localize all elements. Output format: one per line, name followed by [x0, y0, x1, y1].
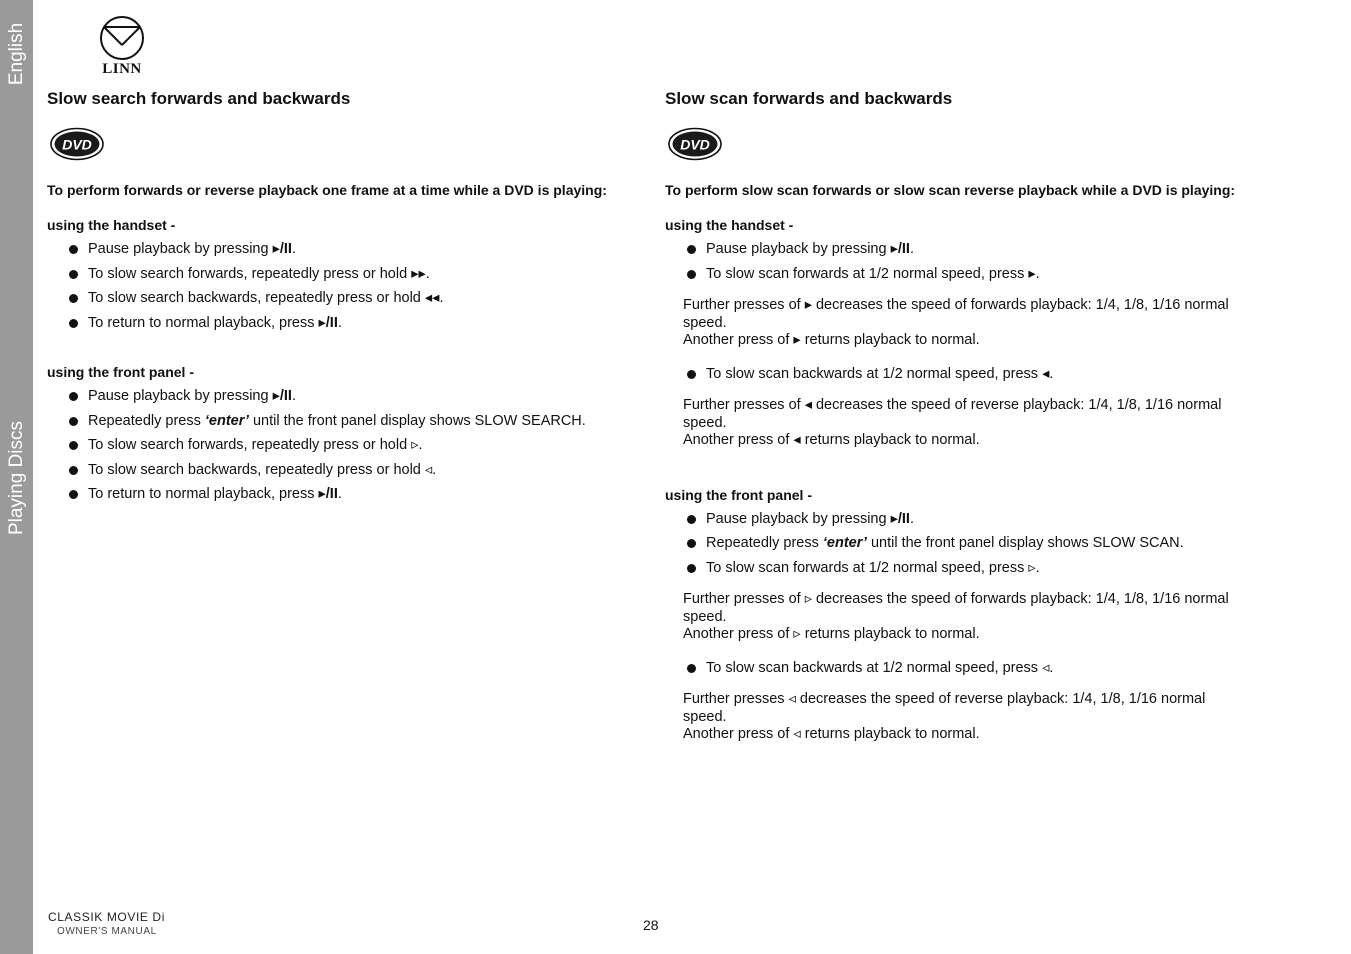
- forward-symbol: ▹: [411, 437, 419, 453]
- play-pause-symbol: ▸/II: [318, 486, 338, 502]
- footer-product-name: CLASSIK MOVIE Di: [48, 910, 165, 924]
- item-text-end: .: [337, 486, 342, 502]
- footer-manual-label: OWNER'S MANUAL: [57, 926, 157, 937]
- note-text: decreases the speed of forwards playback: 1/4, 1/8, 1/16 normal speed.: [683, 297, 1229, 331]
- note-text: returns playback to normal.: [800, 432, 980, 448]
- right-column: [665, 87, 1255, 744]
- forward-symbol: ▹: [1028, 559, 1036, 576]
- backward-symbol: ◂: [804, 397, 812, 413]
- item-text: Repeatedly press: [706, 535, 823, 551]
- item-text: Repeatedly press: [88, 412, 205, 429]
- list-item: [47, 458, 607, 483]
- backward-symbol: ◂: [793, 432, 801, 448]
- sidebar-section-label: Playing Discs: [6, 420, 27, 536]
- forward-symbol: ▹: [793, 626, 801, 642]
- play-pause-symbol: ▸/II: [272, 241, 292, 257]
- fast-forward-symbol: ▸▸: [411, 265, 426, 282]
- front-panel-list: [665, 507, 1255, 581]
- play-pause-symbol: ▸/II: [272, 388, 292, 404]
- front-panel-subheading: using the front panel -: [665, 486, 812, 503]
- intro-text: To perform slow scan forwards or slow scan reverse playback while a DVD is playing:: [665, 182, 1236, 198]
- item-text-end: .: [291, 241, 296, 257]
- item-text: To slow search forwards, repeatedly press or hold: [88, 437, 412, 453]
- forward-symbol: ▸: [804, 297, 812, 313]
- item-text: To slow scan backwards at 1/2 normal speed, press: [706, 659, 1043, 676]
- list-item: [665, 262, 1255, 287]
- backward-symbol: ◃: [788, 691, 796, 707]
- item-text: Pause playback by pressing: [88, 241, 273, 257]
- enter-keyword: ‘enter’: [204, 412, 249, 429]
- forward-symbol: ▹: [804, 591, 812, 607]
- list-item: [665, 237, 1255, 262]
- item-text: To slow scan forwards at 1/2 normal speed, press: [706, 265, 1029, 282]
- intro-text: To perform forwards or reverse playback one frame at a time while a DVD is playing:: [47, 182, 607, 198]
- list-item: [665, 362, 1255, 387]
- note-text: returns playback to normal.: [800, 626, 980, 642]
- item-text: Pause playback by pressing: [88, 388, 273, 404]
- play-pause-symbol: ▸/II: [890, 510, 910, 527]
- linn-logo-icon: [97, 14, 147, 62]
- note-text: returns playback to normal.: [800, 332, 980, 348]
- play-pause-symbol: ▸/II: [890, 241, 910, 257]
- item-text-end: .: [909, 510, 914, 527]
- backward-symbol: ◃: [1042, 659, 1050, 676]
- item-text-end: .: [1049, 659, 1054, 676]
- enter-keyword: ‘enter’: [822, 535, 867, 551]
- note-text: Another press of: [683, 726, 794, 742]
- note-text: Further presses: [683, 691, 789, 707]
- logo-text: LINN: [102, 61, 142, 77]
- front-panel-backward-note: [665, 691, 1248, 744]
- handset-backward-list: [665, 362, 1255, 387]
- handset-list: [665, 237, 1255, 286]
- item-text: To slow search backwards, repeatedly press or hold: [88, 290, 425, 306]
- item-text-end: .: [337, 314, 342, 331]
- note-text: decreases the speed of reverse playback: 1/4, 1/8, 1/16 normal speed.: [683, 397, 1222, 431]
- item-text-end: until the front panel display shows SLOW SEARCH.: [248, 412, 586, 429]
- item-text-end: .: [909, 241, 914, 257]
- note-text: Further presses of: [683, 591, 805, 607]
- list-item: [47, 384, 607, 409]
- dvd-badge-label: DVD: [62, 136, 92, 153]
- sidebar-language-label: English: [6, 22, 27, 86]
- front-panel-forward-note: [665, 591, 1248, 644]
- handset-subheading: using the handset -: [47, 217, 176, 233]
- handset-subheading: using the handset -: [665, 217, 794, 233]
- item-text: To return to normal playback, press: [88, 314, 319, 331]
- dvd-badge-label: DVD: [680, 136, 710, 153]
- item-text: To slow scan forwards at 1/2 normal speed, press: [706, 559, 1029, 576]
- note-text: Further presses of: [683, 397, 805, 413]
- rewind-symbol: ◂◂: [424, 290, 440, 306]
- list-item: [47, 286, 607, 311]
- handset-forward-note: [665, 297, 1248, 350]
- item-text: To slow search forwards, repeatedly press or hold: [88, 265, 412, 282]
- list-item: [47, 311, 607, 336]
- forward-symbol: ▸: [1028, 265, 1036, 282]
- forward-symbol: ▸: [793, 332, 801, 348]
- list-item: [47, 433, 607, 458]
- item-text: To slow scan backwards at 1/2 normal speed, press: [706, 365, 1043, 382]
- handset-list: [47, 237, 607, 335]
- item-text-end: .: [432, 461, 437, 478]
- item-text-end: .: [439, 290, 444, 306]
- item-text-end: .: [1035, 559, 1040, 576]
- backward-symbol: ◃: [793, 726, 801, 742]
- item-text-end: .: [418, 437, 423, 453]
- front-panel-subheading: using the front panel -: [47, 364, 194, 380]
- linn-logo: [97, 14, 147, 78]
- backward-symbol: ◂: [1042, 365, 1050, 382]
- item-text-end: until the front panel display shows SLOW SCAN.: [866, 535, 1184, 551]
- item-text-end: .: [1049, 365, 1054, 382]
- front-panel-list: [47, 384, 607, 507]
- list-item: [47, 482, 607, 507]
- left-column: [47, 87, 607, 507]
- play-pause-symbol: ▸/II: [318, 314, 338, 331]
- list-item: [47, 262, 607, 287]
- section-heading-slow-search: Slow search forwards and backwards: [47, 89, 351, 108]
- dvd-badge-icon: [50, 127, 104, 161]
- note-text: decreases the speed of reverse playback: 1/4, 1/8, 1/16 normal speed.: [683, 691, 1206, 725]
- item-text: Pause playback by pressing: [706, 241, 891, 257]
- backward-symbol: ◃: [424, 461, 433, 478]
- sidebar-tab: [0, 0, 33, 954]
- note-text: Another press of: [683, 332, 794, 348]
- note-text: Further presses of: [683, 297, 805, 313]
- note-text: Another press of: [683, 626, 794, 642]
- item-text: Pause playback by pressing: [706, 510, 891, 527]
- list-item: [665, 531, 1255, 556]
- list-item: [47, 409, 607, 434]
- handset-backward-note: [665, 397, 1248, 450]
- list-item: [47, 237, 607, 262]
- section-heading-slow-scan: Slow scan forwards and backwards: [665, 89, 953, 108]
- note-text: decreases the speed of forwards playback: 1/4, 1/8, 1/16 normal speed.: [683, 591, 1229, 625]
- item-text-end: .: [291, 388, 296, 404]
- note-text: Another press of: [683, 432, 794, 448]
- item-text: To return to normal playback, press: [88, 486, 319, 502]
- note-text: returns playback to normal.: [800, 726, 980, 742]
- dvd-badge-icon: [668, 127, 722, 161]
- page-number: 28: [643, 917, 659, 933]
- list-item: [665, 556, 1255, 581]
- item-text: To slow search backwards, repeatedly press or hold: [88, 461, 425, 478]
- front-panel-backward-list: [665, 656, 1255, 681]
- item-text-end: .: [425, 265, 430, 282]
- item-text-end: .: [1035, 265, 1040, 282]
- list-item: [665, 507, 1255, 532]
- list-item: [665, 656, 1255, 681]
